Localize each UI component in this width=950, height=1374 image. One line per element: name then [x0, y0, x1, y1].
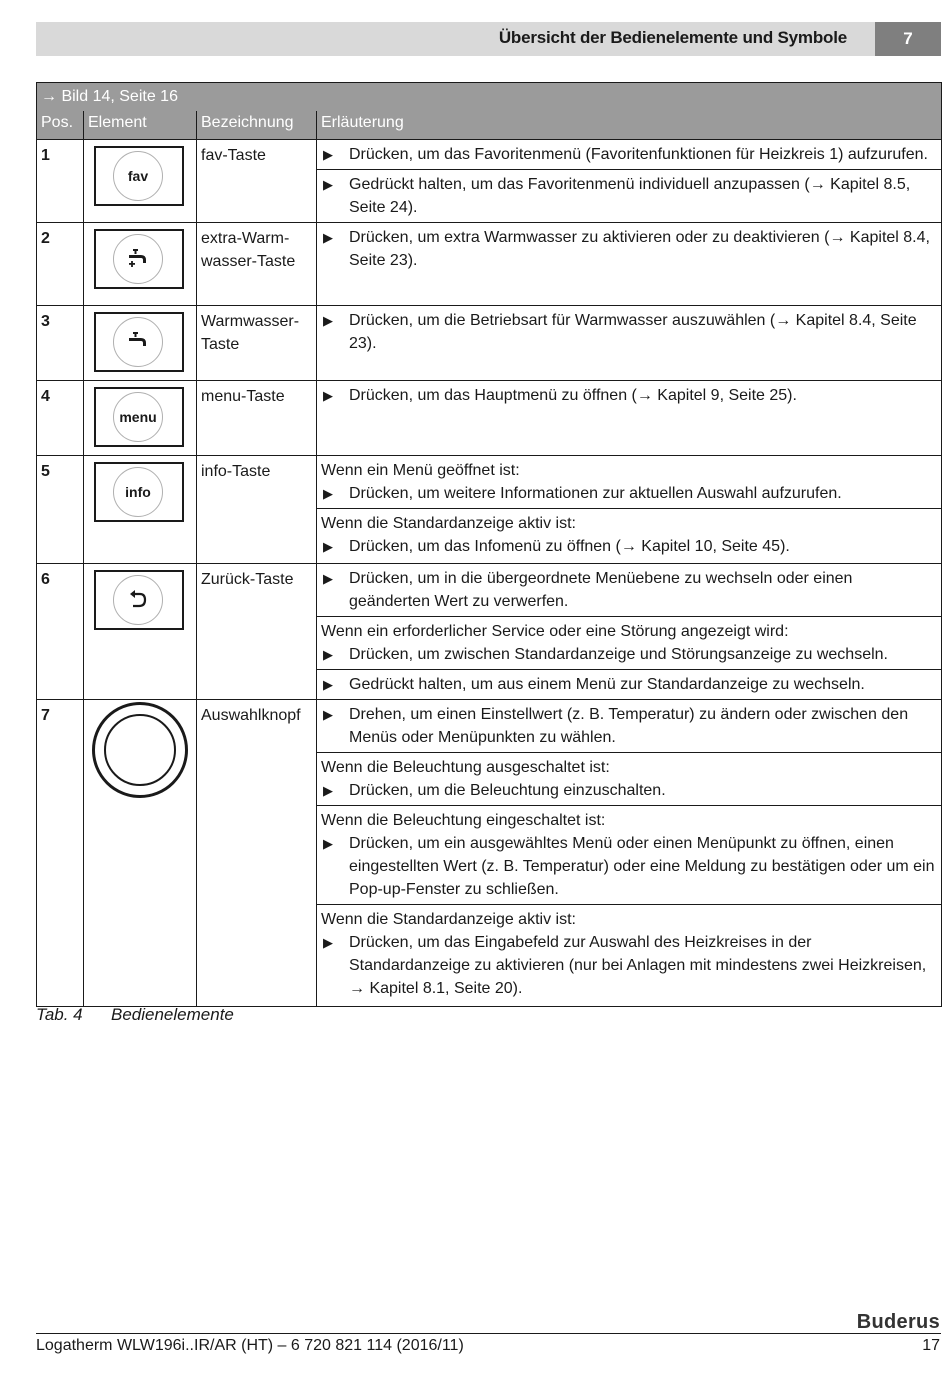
action-item — [321, 173, 935, 219]
explanation-block — [317, 700, 941, 752]
condition-text: Wenn die Standardanzeige aktiv ist: — [321, 911, 576, 928]
column-header: Bezeichnung — [197, 111, 317, 140]
tap-plus-icon — [113, 234, 163, 284]
table-row — [37, 456, 942, 564]
explanation-block — [317, 456, 941, 508]
explanation-cell — [317, 140, 942, 223]
table-row — [37, 306, 942, 381]
element-cell — [84, 306, 197, 381]
condition-text: Wenn die Beleuchtung ausgeschaltet ist: — [321, 759, 610, 776]
column-header: Element — [84, 111, 197, 140]
action-item — [321, 309, 935, 355]
bullet-triangle-icon: ▶ — [323, 647, 333, 662]
caption-text: Bedienelemente — [111, 1005, 234, 1024]
action-item — [321, 673, 935, 696]
position-number: 6 — [37, 564, 84, 700]
bullet-triangle-icon: ▶ — [323, 783, 333, 798]
column-header: Erläuterung — [317, 111, 942, 140]
element-cell — [84, 700, 197, 1007]
action-item — [321, 643, 935, 666]
explanation-block — [317, 669, 941, 699]
action-item — [321, 779, 935, 802]
action-text: Gedrückt halten, um aus einem Menü zur Standardanzeige zu wechseln. — [349, 676, 865, 693]
action-item — [321, 703, 935, 749]
action-text: Drehen, um einen Einstellwert (z. B. Temperatur) zu ändern oder zwischen den Menüs oder Menüpunkten zu wählen. — [349, 706, 909, 746]
action-text: Drücken, um extra Warmwasser zu aktivieren oder zu deaktivieren (→ Kapitel 8.4, Seite 23). — [349, 229, 930, 269]
explanation-block — [317, 306, 941, 358]
brand-logo: Buderus — [856, 1311, 940, 1333]
action-item — [321, 535, 935, 558]
action-text: Drücken, um ein ausgewähltes Menü oder einen Menüpunkt zu öffnen, einen eingestellten Wert (z. B. Temperatur) oder eine Meldung zu bestätigen oder um ein Pop-up-Fenster zu schließen. — [349, 835, 935, 898]
action-item — [321, 832, 935, 901]
info-button-illustration — [94, 462, 184, 522]
element-name: fav-Taste — [197, 140, 317, 223]
element-cell — [84, 223, 197, 306]
footer-document-id: Logatherm WLW196i..IR/AR (HT) – 6 720 821 114 (2016/11) — [36, 1337, 464, 1354]
table-row — [37, 564, 942, 700]
explanation-block — [317, 616, 941, 669]
bullet-triangle-icon: ▶ — [323, 836, 333, 851]
back-arrow-button-illustration — [94, 570, 184, 630]
condition-text: Wenn die Standardanzeige aktiv ist: — [321, 515, 576, 532]
explanation-block — [317, 508, 941, 561]
action-text: Gedrückt halten, um das Favoritenmenü individuell anzupassen (→ Kapitel 8.5, Seite 24). — [349, 176, 911, 216]
action-text: Drücken, um die Betriebsart für Warmwasser auszuwählen (→ Kapitel 8.4, Seite 23). — [349, 312, 917, 352]
position-number: 4 — [37, 381, 84, 456]
back-arrow-icon — [113, 575, 163, 625]
element-cell — [84, 140, 197, 223]
position-number: 7 — [37, 700, 84, 1007]
bullet-triangle-icon: ▶ — [323, 571, 333, 586]
table-header-row — [37, 111, 942, 140]
explanation-cell — [317, 700, 942, 1007]
element-name: Auswahlknopf — [197, 700, 317, 1007]
action-text: Drücken, um das Favoritenmenü (Favoritenfunktionen für Heizkreis 1) aufzurufen. — [349, 146, 928, 163]
position-number: 1 — [37, 140, 84, 223]
column-header: Pos. — [37, 111, 84, 140]
bullet-triangle-icon: ▶ — [323, 177, 333, 192]
action-text: Drücken, um zwischen Standardanzeige und Störungsanzeige zu wechseln. — [349, 646, 888, 663]
table-row — [37, 381, 942, 456]
action-text: Drücken, um die Beleuchtung einzuschalten. — [349, 782, 666, 799]
explanation-block — [317, 169, 941, 222]
explanation-cell — [317, 456, 942, 564]
action-text: Drücken, um in die übergeordnete Menüebene zu wechseln oder einen geänderten Wert zu verwerfen. — [349, 570, 853, 610]
bullet-triangle-icon: ▶ — [323, 313, 333, 328]
info-icon: info — [113, 467, 163, 517]
menu-button-illustration — [94, 387, 184, 447]
page-number: 17 — [922, 1337, 940, 1354]
explanation-block — [317, 223, 941, 275]
action-text: Drücken, um weitere Informationen zur aktuellen Auswahl aufzurufen. — [349, 485, 842, 502]
element-name: Zurück-Taste — [197, 564, 317, 700]
table-caption — [36, 1005, 234, 1025]
bullet-triangle-icon: ▶ — [323, 486, 333, 501]
action-item — [321, 143, 935, 166]
element-name: Warmwasser-Taste — [197, 306, 317, 381]
element-cell — [84, 564, 197, 700]
caption-number: Tab. 4 — [36, 1005, 83, 1024]
explanation-cell — [317, 306, 942, 381]
element-name: menu-Taste — [197, 381, 317, 456]
element-cell — [84, 456, 197, 564]
bullet-triangle-icon: ▶ — [323, 388, 333, 403]
rotary-knob-icon — [92, 702, 188, 798]
explanation-cell — [317, 381, 942, 456]
controls-table — [36, 82, 942, 1007]
explanation-block — [317, 381, 941, 410]
action-item — [321, 384, 935, 407]
element-name: info-Taste — [197, 456, 317, 564]
reference-row — [37, 83, 942, 112]
table-row — [37, 223, 942, 306]
element-name: extra-Warm-wasser-Taste — [197, 223, 317, 306]
explanation-block — [317, 805, 941, 904]
tap-plus-button-illustration — [94, 229, 184, 289]
menu-icon: menu — [113, 392, 163, 442]
bullet-triangle-icon: ▶ — [323, 230, 333, 245]
explanation-block — [317, 752, 941, 805]
position-number: 5 — [37, 456, 84, 564]
element-cell — [84, 381, 197, 456]
explanation-cell — [317, 564, 942, 700]
header-title: Übersicht der Bedienelemente und Symbole — [498, 28, 847, 47]
bullet-triangle-icon: ▶ — [323, 539, 333, 554]
action-text: Drücken, um das Eingabefeld zur Auswahl des Heizkreises in der Standardanzeige zu aktivieren (nur bei Anlagen mit mindestens zwei Heizkreisen, → Kapitel 8.1, Seite 20). — [349, 934, 927, 997]
action-text: Drücken, um das Hauptmenü zu öffnen (→ Kapitel 9, Seite 25). — [349, 387, 797, 404]
footer-divider — [36, 1333, 941, 1334]
explanation-cell — [317, 223, 942, 306]
fav-button-illustration — [94, 146, 184, 206]
condition-text: Wenn ein erforderlicher Service oder eine Störung angezeigt wird: — [321, 623, 789, 640]
table-row — [37, 140, 942, 223]
explanation-block — [317, 140, 941, 169]
action-item — [321, 226, 935, 272]
condition-text: Wenn die Beleuchtung eingeschaltet ist: — [321, 812, 606, 829]
bullet-triangle-icon: ▶ — [323, 147, 333, 162]
action-item — [321, 482, 935, 505]
position-number: 3 — [37, 306, 84, 381]
table-row — [37, 700, 942, 1007]
position-number: 2 — [37, 223, 84, 306]
explanation-block — [317, 904, 941, 1003]
explanation-block — [317, 564, 941, 616]
action-text: Drücken, um das Infomenü zu öffnen (→ Kapitel 10, Seite 45). — [349, 538, 790, 555]
condition-text: Wenn ein Menü geöffnet ist: — [321, 462, 520, 479]
bullet-triangle-icon: ▶ — [323, 707, 333, 722]
tap-icon — [113, 317, 163, 367]
bullet-triangle-icon: ▶ — [323, 677, 333, 692]
action-item — [321, 931, 935, 1000]
bullet-triangle-icon: ▶ — [323, 935, 333, 950]
action-item — [321, 567, 935, 613]
page-header — [36, 22, 941, 56]
fav-icon: fav — [113, 151, 163, 201]
knob-inner-ring — [104, 714, 176, 786]
figure-reference: → Bild 14, Seite 16 — [37, 83, 942, 112]
tap-button-illustration — [94, 312, 184, 372]
chapter-number: 7 — [875, 22, 941, 56]
